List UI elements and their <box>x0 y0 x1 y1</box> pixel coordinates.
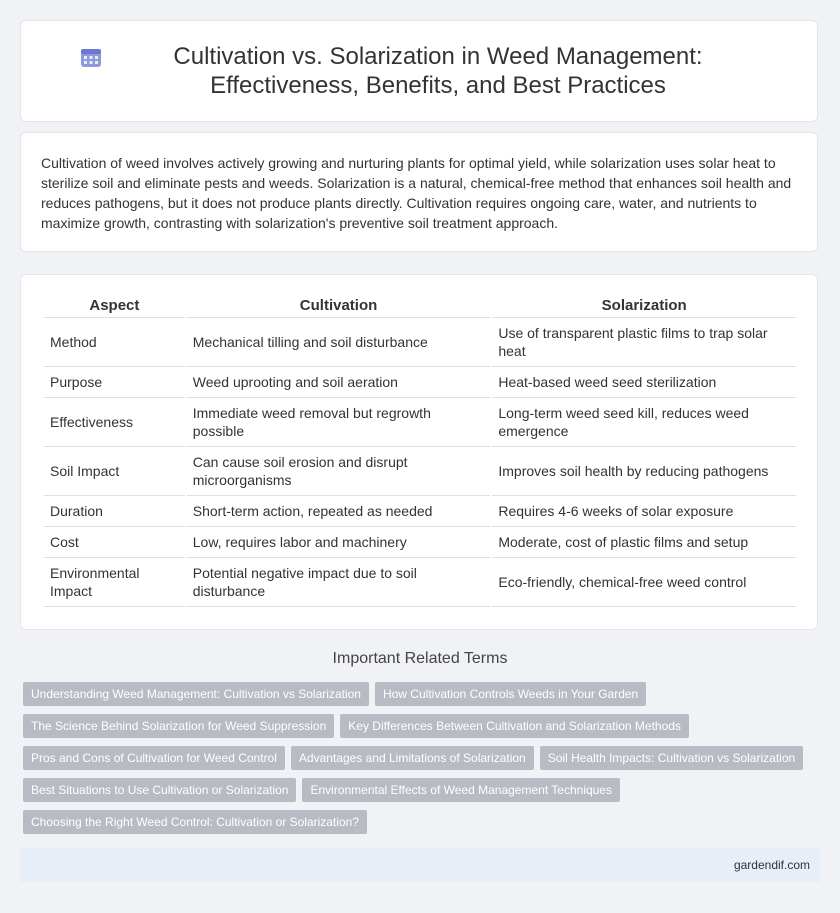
table-row <box>44 447 796 496</box>
cultivation-cell: Potential negative impact due to soil disturbance <box>187 558 491 607</box>
header-cultivation: Cultivation <box>187 295 491 318</box>
aspect-cell: Purpose <box>44 367 185 398</box>
solarization-cell: Eco-friendly, chemical-free weed control <box>492 558 796 607</box>
related-tag[interactable]: Pros and Cons of Cultivation for Weed Control <box>23 746 285 770</box>
aspect-cell: Cost <box>44 527 185 558</box>
intro-card <box>20 132 818 252</box>
table-row <box>44 318 796 367</box>
header-card <box>20 20 818 122</box>
aspect-cell: Environmental Impact <box>44 558 185 607</box>
solarization-cell: Moderate, cost of plastic films and setup <box>492 527 796 558</box>
footer-site[interactable]: gardendif.com <box>733 858 810 872</box>
cultivation-cell: Can cause soil erosion and disrupt microorganisms <box>187 447 491 496</box>
aspect-cell: Soil Impact <box>44 447 185 496</box>
table-row <box>44 558 796 607</box>
related-tag[interactable]: Soil Health Impacts: Cultivation vs Solarization <box>540 746 803 770</box>
related-tag[interactable]: Advantages and Limitations of Solarization <box>291 746 534 770</box>
solarization-cell: Requires 4-6 weeks of solar exposure <box>492 496 796 527</box>
aspect-cell: Duration <box>44 496 185 527</box>
related-tag[interactable]: Key Differences Between Cultivation and Solarization Methods <box>340 714 689 738</box>
cultivation-cell: Immediate weed removal but regrowth possible <box>187 398 491 447</box>
page-title: Cultivation vs. Solarization in Weed Management: Effectiveness, Benefits, and Best Practices <box>173 43 703 99</box>
related-terms-title: Important Related Terms <box>332 650 508 667</box>
related-tag[interactable]: Choosing the Right Weed Control: Cultivation or Solarization? <box>23 810 367 834</box>
solarization-cell: Improves soil health by reducing pathogens <box>492 447 796 496</box>
footer <box>20 848 820 882</box>
cultivation-cell: Mechanical tilling and soil disturbance <box>187 318 491 367</box>
aspect-cell: Effectiveness <box>44 398 185 447</box>
related-tag[interactable]: The Science Behind Solarization for Weed Suppression <box>23 714 334 738</box>
aspect-cell: Method <box>44 318 185 367</box>
table-row <box>44 367 796 398</box>
header-solarization: Solarization <box>492 295 796 318</box>
solarization-cell: Use of transparent plastic films to trap solar heat <box>492 318 796 367</box>
comparison-card <box>20 274 818 630</box>
solarization-cell: Long-term weed seed kill, reduces weed emergence <box>492 398 796 447</box>
related-tag[interactable]: Best Situations to Use Cultivation or Solarization <box>23 778 296 802</box>
table-row <box>44 496 796 527</box>
related-tag[interactable]: Understanding Weed Management: Cultivation vs Solarization <box>23 682 369 706</box>
cultivation-cell: Short-term action, repeated as needed <box>187 496 491 527</box>
table-header-row <box>44 295 796 318</box>
related-tag[interactable]: How Cultivation Controls Weeds in Your Garden <box>375 682 646 706</box>
calendar-icon <box>80 46 102 68</box>
related-tag[interactable]: Environmental Effects of Weed Management Techniques <box>302 778 620 802</box>
table-row <box>44 527 796 558</box>
cultivation-cell: Weed uprooting and soil aeration <box>187 367 491 398</box>
table-row <box>44 398 796 447</box>
intro-paragraph: Cultivation of weed involves actively growing and nurturing plants for optimal yield, while solarization uses solar heat to sterilize soil and eliminate pests and weeds. Solarization is a natural, chemical-free method that enhances soil health and reduces pathogens, but it does not produce plants directly. Cultivation requires ongoing care, water, and nutrients to maximize growth, contrasting with solarization's preventive soil treatment approach. <box>41 155 792 231</box>
header-aspect: Aspect <box>44 295 185 318</box>
solarization-cell: Heat-based weed seed sterilization <box>492 367 796 398</box>
comparison-table <box>42 295 798 607</box>
related-tags <box>23 682 823 842</box>
cultivation-cell: Low, requires labor and machinery <box>187 527 491 558</box>
